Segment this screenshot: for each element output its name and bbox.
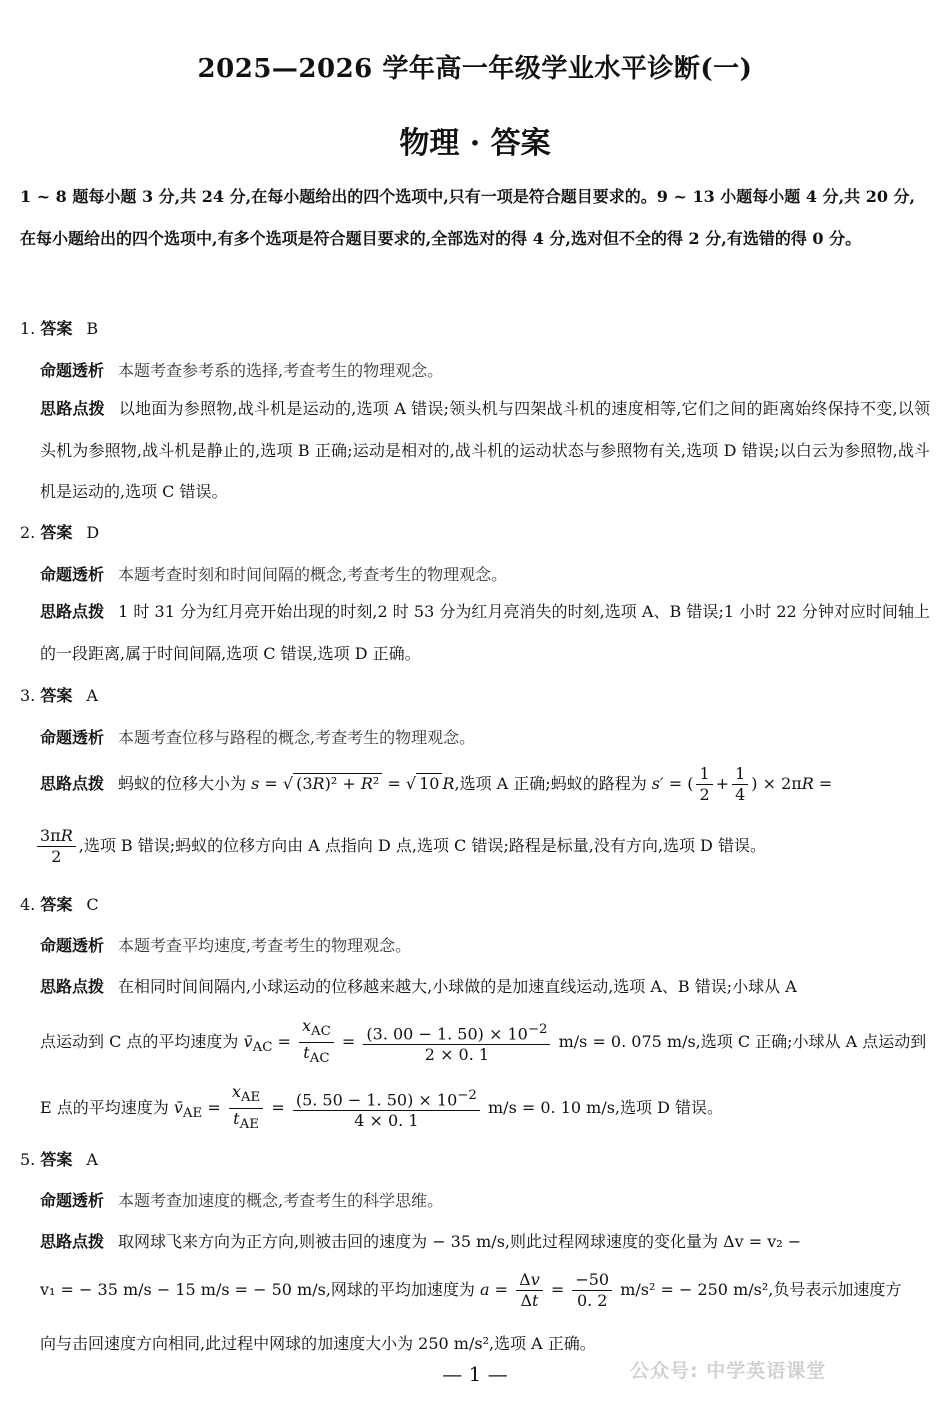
question-4-intent: 命题透析 本题考查平均速度,考查考生的物理观念。 — [40, 936, 412, 955]
page-subtitle: 物理 · 答案 — [399, 126, 551, 161]
question-4-analysis-line-2: 点运动到 C 点的平均速度为 $v̄_{AC}$ = $\frac{x_{AC}}{t_{AC}}$ = $\frac{(3. 00 - 1. 50) \times 10^{-2}}{2 \times 0. 1}$ m/s = 0. 075 m/s,选项 C 正确;小球从 A 点运动到 — [40, 1016, 927, 1067]
scoring-instructions: 1 ~ 8 题每小题 3 分,共 24 分,在每小题给出的四个选项中,只有一项是符合题目要求的。9 ~ 13 小题每小题 4 分,共 20 分,在每小题给出的四个选项中,有多个选项是符合题目要求的,全部选对的得 4 分,选对但不全的得 2 分,有选错的得 0 分。 — [20, 187, 916, 248]
question-3-analysis-line-1: 思路点拨 蚂蚁的位移大小为 s = √ (3R)² + R² = √ 10 R,选项 A 正确;蚂蚁的路程为 s′ = ( $\frac{1}{2}$ + $\frac{1}{4}$ ) × 2πR = — [40, 764, 833, 804]
displacement-formula: s = √ (3R)² + R² = √ 10 R — [251, 774, 455, 793]
question-3-answer: 3. 答案 A — [20, 686, 98, 705]
question-1-analysis: 思路点拨 以地面为参照物,战斗机是运动的,选项 A 错误;领头机与四架战斗机的速度相等,它们之间的距离始终保持不变,以领头机为参照物,战斗机是静止的,选项 B 正确;运动是相对的,战斗机的运动状态与参照物有关,选项 D 错误;以白云为参照物,战斗机是运动的,选项 C 错误。 — [40, 399, 930, 501]
question-3-intent: 命题透析 本题考查位移与路程的概念,考查考生的物理观念。 — [40, 728, 476, 747]
page-number: — 1 — — [442, 1362, 508, 1386]
question-2-intent: 命题透析 本题考查时刻和时间间隔的概念,考查考生的物理观念。 — [40, 565, 508, 584]
question-4-analysis-line-1: 思路点拨 在相同时间间隔内,小球运动的位移越来越大,小球做的是加速直线运动,选项 A、B 错误;小球从 A — [40, 977, 797, 996]
question-2-analysis: 思路点拨 1 时 31 分为红月亮开始出现的时刻,2 时 53 分为红月亮消失的时刻,选项 A、B 错误;1 小时 22 分钟对应时间轴上的一段距离,属于时间间隔,选项 C 错误,选项 D 正确。 — [40, 602, 930, 663]
question-5-analysis-line-2: v₁ = − 35 m/s − 15 m/s = − 50 m/s,网球的平均加速度为 a = $\frac{\Delta v}{\Delta t}$ = $\frac{-50}{0. 2}$ m/s² = − 250 m/s²,负号表示加速度方 — [40, 1270, 902, 1310]
question-4-answer: 4. 答案 C — [20, 895, 99, 914]
question-5-intent: 命题透析 本题考查加速度的概念,考查考生的科学思维。 — [40, 1191, 444, 1210]
question-5-analysis-line-3: 向与击回速度方向相同,此过程中网球的加速度大小为 250 m/s²,选项 A 正确。 — [40, 1334, 596, 1353]
velocity-ac-formula: $v̄_{AC}$ = $\frac{x_{AC}}{t_{AC}}$ = $\frac{(3. 00 - 1. 50) \times 10^{-2}}{2 \times 0. 1}$ — [244, 1032, 554, 1051]
question-1-answer: 1. 答案 B — [20, 319, 99, 338]
question-5-analysis-line-1: 思路点拨 取网球飞来方向为正方向,则被击回的速度为 − 35 m/s,则此过程网球速度的变化量为 Δv = v₂ − — [40, 1232, 802, 1251]
question-1-intent: 命题透析 本题考查参考系的选择,考查考生的物理观念。 — [40, 361, 444, 380]
question-5-answer: 5. 答案 A — [20, 1150, 98, 1169]
path-length-formula: s′ = ( $\frac{1}{2}$ + $\frac{1}{4}$ ) × 2πR = — [651, 764, 833, 804]
page-title: 2025—2026 学年高一年级学业水平诊断(一) — [197, 54, 753, 84]
path-length-result: $\frac{3\pi R}{2}$ — [37, 826, 76, 867]
velocity-ae-formula: $v̄_{AE}$ = $\frac{x_{AE}}{t_{AE}}$ = $\frac{(5. 50 - 1. 50) \times 10^{-2}}{4 \times 0. 1}$ — [174, 1098, 483, 1117]
question-2-answer: 2. 答案 D — [20, 523, 100, 542]
acceleration-formula: a = $\frac{\Delta v}{\Delta t}$ = $\frac{-50}{0. 2}$ — [480, 1280, 615, 1299]
question-4-analysis-line-3: E 点的平均速度为 $v̄_{AE}$ = $\frac{x_{AE}}{t_{AE}}$ = $\frac{(5. 50 - 1. 50) \times 10^{-2}}{4 \times 0. 1}$ m/s = 0. 10 m/s,选项 D 错误。 — [40, 1082, 724, 1133]
watermark: 公众号: 中学英语课堂 — [630, 1360, 827, 1382]
question-3-analysis-line-2: $\frac{3\pi R}{2}$ ,选项 B 错误;蚂蚁的位移方向由 A 点指向 D 点,选项 C 错误;路程是标量,没有方向,选项 D 错误。 — [40, 826, 766, 867]
